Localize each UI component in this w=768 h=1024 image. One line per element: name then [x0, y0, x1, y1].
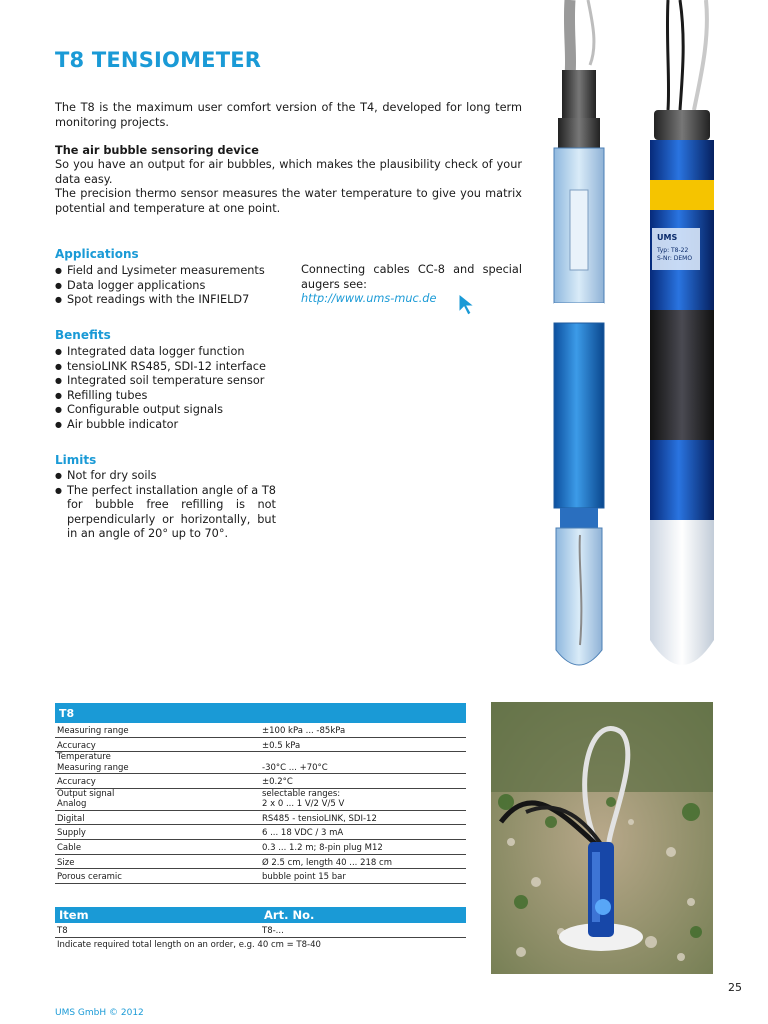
page-number: 25 [728, 981, 742, 994]
spec-table [55, 703, 466, 884]
device-serial: S-Nr: DEMO [657, 255, 693, 262]
applications-list [55, 264, 285, 308]
table-row [55, 839, 466, 854]
table-cell-value: RS485 - tensioLINK, SDI-12 [260, 810, 466, 825]
table-cell-key: Temperature Measuring range [55, 752, 260, 774]
table-cell-value: ±0.5 kPa [260, 737, 466, 752]
table-row [55, 723, 466, 737]
table-row [55, 737, 466, 752]
tensiometer-illustration [540, 0, 730, 690]
list-item: ● tensioLINK RS485, SDI-12 interface [55, 360, 295, 375]
table-cell-value: bubble point 15 bar [260, 869, 466, 884]
table-cell-key: Accuracy [55, 737, 260, 752]
list-item: ● Configurable output signals [55, 403, 295, 418]
table-row [55, 774, 466, 789]
order-col-item: Item [59, 908, 89, 922]
table-row [55, 810, 466, 825]
table-cell-key: Cable [55, 839, 260, 854]
air-bubble-text: So you have an output for air bubbles, which makes the plausibility check of your data easy. [55, 158, 522, 186]
footer-copyright: UMS GmbH © 2012 [55, 1008, 144, 1018]
list-item: ● Integrated soil temperature sensor [55, 374, 295, 389]
order-note: Indicate required total length on an order, e.g. 40 cm = T8-40 [57, 939, 321, 950]
table-cell-value: T8-... [260, 923, 466, 937]
table-cell-value: 6 ... 18 VDC / 3 mA [260, 825, 466, 840]
table-cell-key: Digital [55, 810, 260, 825]
device-brand: UMS [657, 233, 678, 242]
table-cell-value: ±0.2°C [260, 774, 466, 789]
cursor-icon [457, 292, 479, 316]
table-row [55, 788, 466, 810]
spec-table-body [55, 723, 466, 884]
spec-table-header: T8 [55, 703, 466, 723]
cables-text: Connecting cables CC-8 and special augers see: [301, 263, 522, 291]
list-item: ● Integrated data logger function [55, 345, 295, 360]
table-row [55, 752, 466, 774]
ums-link[interactable]: http://www.ums-muc.de [301, 292, 437, 305]
list-item: ● Air bubble indicator [55, 418, 295, 433]
table-cell-value: -30°C ... +70°C [260, 752, 466, 774]
table-row [55, 854, 466, 869]
order-table [55, 907, 466, 952]
list-item: ● Data logger applications [55, 279, 285, 294]
table-cell-key: Supply [55, 825, 260, 840]
table-cell-key: Size [55, 854, 260, 869]
list-item: ● The perfect installation angle of a T8 for bubble free refilling is not perpendicularly or horizontally, but in an angle of 20° up to 70°. [55, 484, 276, 542]
table-cell-key: Accuracy [55, 774, 260, 789]
limits-heading: Limits [55, 453, 97, 467]
limits-list [55, 469, 276, 542]
table-row [55, 923, 466, 937]
intro-paragraph: The T8 is the maximum user comfort version of the T4, developed for long term monitoring projects. [55, 101, 522, 129]
table-cell-key: Measuring range [55, 723, 260, 737]
table-cell-value: selectable ranges: 2 x 0 ... 1 V/2 V/5 V [260, 788, 466, 810]
table-cell-value: Ø 2.5 cm, length 40 ... 218 cm [260, 854, 466, 869]
thermo-text: The precision thermo sensor measures the water temperature to give you matrix potential and temperature at one point. [55, 187, 522, 215]
table-row [55, 869, 466, 884]
table-cell-key: Output signal Analog [55, 788, 260, 810]
benefits-heading: Benefits [55, 328, 111, 342]
list-item: ● Field and Lysimeter measurements [55, 264, 285, 279]
table-row [55, 825, 466, 840]
list-item: ● Not for dry soils [55, 469, 276, 484]
field-photo [491, 702, 713, 974]
table-cell-value: 0.3 ... 1.2 m; 8-pin plug M12 [260, 839, 466, 854]
order-col-artno: Art. No. [264, 908, 315, 922]
table-cell-value: ±100 kPa ... -85kPa [260, 723, 466, 737]
list-item: ● Spot readings with the INFIELD7 [55, 293, 285, 308]
list-item: ● Refilling tubes [55, 389, 295, 404]
device-type: Typ: T8-22 [657, 247, 689, 254]
table-cell-key: T8 [55, 923, 260, 937]
benefits-list [55, 345, 295, 432]
applications-heading: Applications [55, 247, 139, 261]
order-table-header [55, 907, 466, 923]
page-title: T8 TENSIOMETER [55, 48, 262, 72]
order-table-body [55, 923, 466, 938]
table-cell-key: Porous ceramic [55, 869, 260, 884]
air-bubble-heading: The air bubble sensoring device [55, 144, 259, 157]
